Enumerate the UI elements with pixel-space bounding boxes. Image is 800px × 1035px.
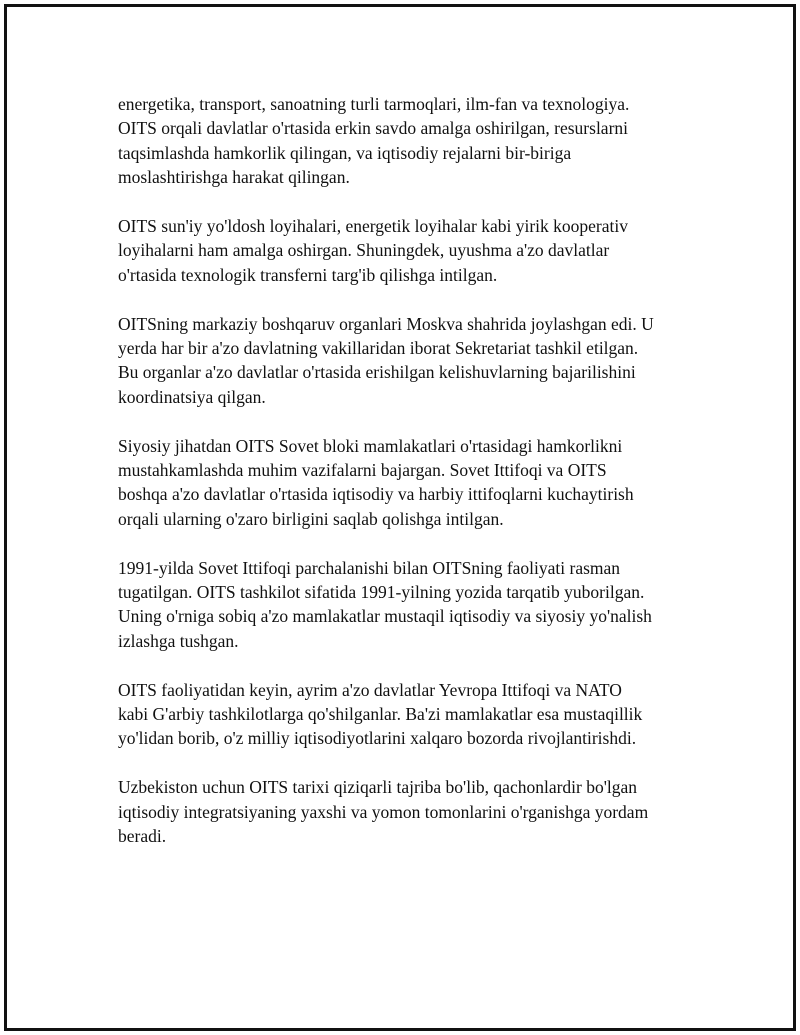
text-line: Uning o'rniga sobiq a'zo mamlakatlar mustaqil iqtisodiy va siyosiy yo'nalish [118,606,652,627]
paragraph [118,678,698,751]
text-line: orqali ularning o'zaro birligini saqlab qolishga intilgan. [118,508,504,529]
text-line: izlashga tushgan. [118,630,239,651]
text-line: OITS sun'iy yo'ldosh loyihalari, energetik loyihalar kabi yirik kooperativ [118,216,628,237]
text-line: taqsimlashda hamkorlik qilingan, va iqtisodiy rejalarni bir-biriga [118,142,572,163]
text-line: loyihalarni ham amalga oshirgan. Shuningdek, uyushma a'zo davlatlar [118,240,610,261]
paragraph [118,434,698,532]
text-line: moslashtirishga harakat qilingan. [118,167,350,188]
text-line: OITS orqali davlatlar o'rtasida erkin savdo amalga oshirilgan, resurslarni [118,118,629,139]
text-line: OITS faoliyatidan keyin, ayrim a'zo davlatlar Yevropa Ittifoqi va NATO [118,679,622,700]
text-line: energetika, transport, sanoatning turli tarmoqlari, ilm-fan va texnologiya. [118,94,630,114]
document-body [118,92,698,873]
text-line: iqtisodiy integratsiyaning yaxshi va yomon tomonlarini o'rganishga yordam [118,801,649,822]
text-line: Siyosiy jihatdan OITS Sovet bloki mamlakatlari o'rtasidagi hamkorlikni [118,435,623,456]
text-line: o'rtasida texnologik transferni targ'ib qilishga intilgan. [118,264,498,285]
paragraph [118,92,698,190]
text-line: yo'lidan borib, o'z milliy iqtisodiyotlarini xalqaro bozorda rivojlantirishdi. [118,728,637,749]
paragraph [118,556,698,654]
text-line: OITSning markaziy boshqaruv organlari Moskva shahrida joylashgan edi. U [118,313,654,334]
text-line: mustahkamlashda muhim vazifalarni bajargan. Sovet Ittifoqi va OITS [118,460,607,481]
text-line: boshqa a'zo davlatlar o'rtasida iqtisodiy va harbiy ittifoqlarni kuchaytirish [118,484,634,505]
text-line: tugatilgan. OITS tashkilot sifatida 1991-yilning yozida tarqatib yuborilgan. [118,582,645,603]
text-line: 1991-yilda Sovet Ittifoqi parchalanishi bilan OITSning faoliyati rasman [118,557,621,578]
text-line: Uzbekiston uchun OITS tarixi qiziqarli tajriba bo'lib, qachonlardir bo'lgan [118,777,638,798]
text-line: yerda har bir a'zo davlatning vakillaridan iborat Sekretariat tashkil etilgan. [118,338,639,359]
paragraph [118,312,698,410]
paragraph [118,775,698,848]
text-line: Bu organlar a'zo davlatlar o'rtasida erishilgan kelishuvlarning bajarilishini [118,362,636,383]
text-line: koordinatsiya qilgan. [118,386,266,407]
text-line: beradi. [118,826,167,847]
text-line: kabi G'arbiy tashkilotlarga qo'shilganlar. Ba'zi mamlakatlar esa mustaqillik [118,704,643,725]
paragraph [118,214,698,287]
